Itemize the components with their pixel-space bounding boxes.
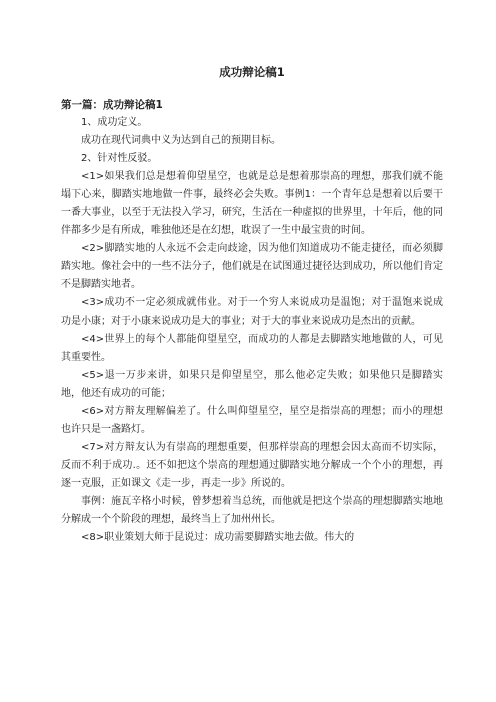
paragraph-11: 事例：施瓦辛格小时候，曾梦想着当总统，而他就是把这个崇高的理想脚踏实地地分解成一个个阶段的理想，最终当上了加州州长。 <box>61 495 443 526</box>
paragraph-5: <2>脚踏实地的人永远不会走向歧途，因为他们知道成功不能走捷径，而必须脚踏实地。像社会中的一些不法分子，他们就是在试图通过捷径达到成功，所以他们肯定不是脚踏实地者。 <box>61 243 443 291</box>
document-body <box>61 114 443 547</box>
paragraph-12: <8>职业策划大师于昆说过：成功需要脚踏实地去做。伟大的 <box>81 532 355 544</box>
paragraph-9: <6>对方辩友理解偏差了。什么叫仰望星空，星空是指崇高的理想；而小的理想也许只是一盏路灯。 <box>61 405 443 435</box>
document-title: 成功辩论稿1 <box>219 65 285 79</box>
paragraph-7: <4>世界上的每个人都能仰望星空，而成功的人都是去脚踏实地地做的人，可见其重要性。 <box>61 333 443 363</box>
section-title: 第一篇：成功辩论稿1 <box>61 99 163 111</box>
paragraph-4: <1>如果我们总是想着仰望星空，也就是总是想着那崇高的理想，那我们就不能塌下心来，脚踏实地地做一件事，最终必会失败。事例1：一个青年总是想着以后要干一番大事业，以至于无法投入学习，研究，生活在一种虚拟的世界里，十年后，他的同伴都多少是有所成，唯独他还是在幻想，耽误了一生中最宝贵的时间。 <box>61 171 443 237</box>
paragraph-6: <3>成功不一定必须成就伟业。对于一个穷人来说成功是温饱；对于温饱来说成功是小康；对于小康来说成功是大的事业；对于大的事业来说成功是杰出的贡献。 <box>61 297 443 327</box>
paragraph-2: 成功在现代词典中义为达到自己的预期目标。 <box>81 135 281 147</box>
paragraph-10: <7>对方辩友认为有崇高的理想重要，但那样崇高的理想会因太高而不切实际，反而不利于成功.。还不如把这个崇高的理想通过脚踏实地分解成一个个小的理想，再逐一克服，正如课文《走一步，再走一步》所说的。 <box>61 441 443 489</box>
paragraph-1: 1、成功定义。 <box>81 117 148 128</box>
paragraph-3: 2、针对性反驳。 <box>81 153 158 165</box>
paragraph-8: <5>退一万步来讲，如果只是仰望星空，那么他必定失败；如果他只是脚踏实地，他还有成功的可能； <box>61 369 443 399</box>
